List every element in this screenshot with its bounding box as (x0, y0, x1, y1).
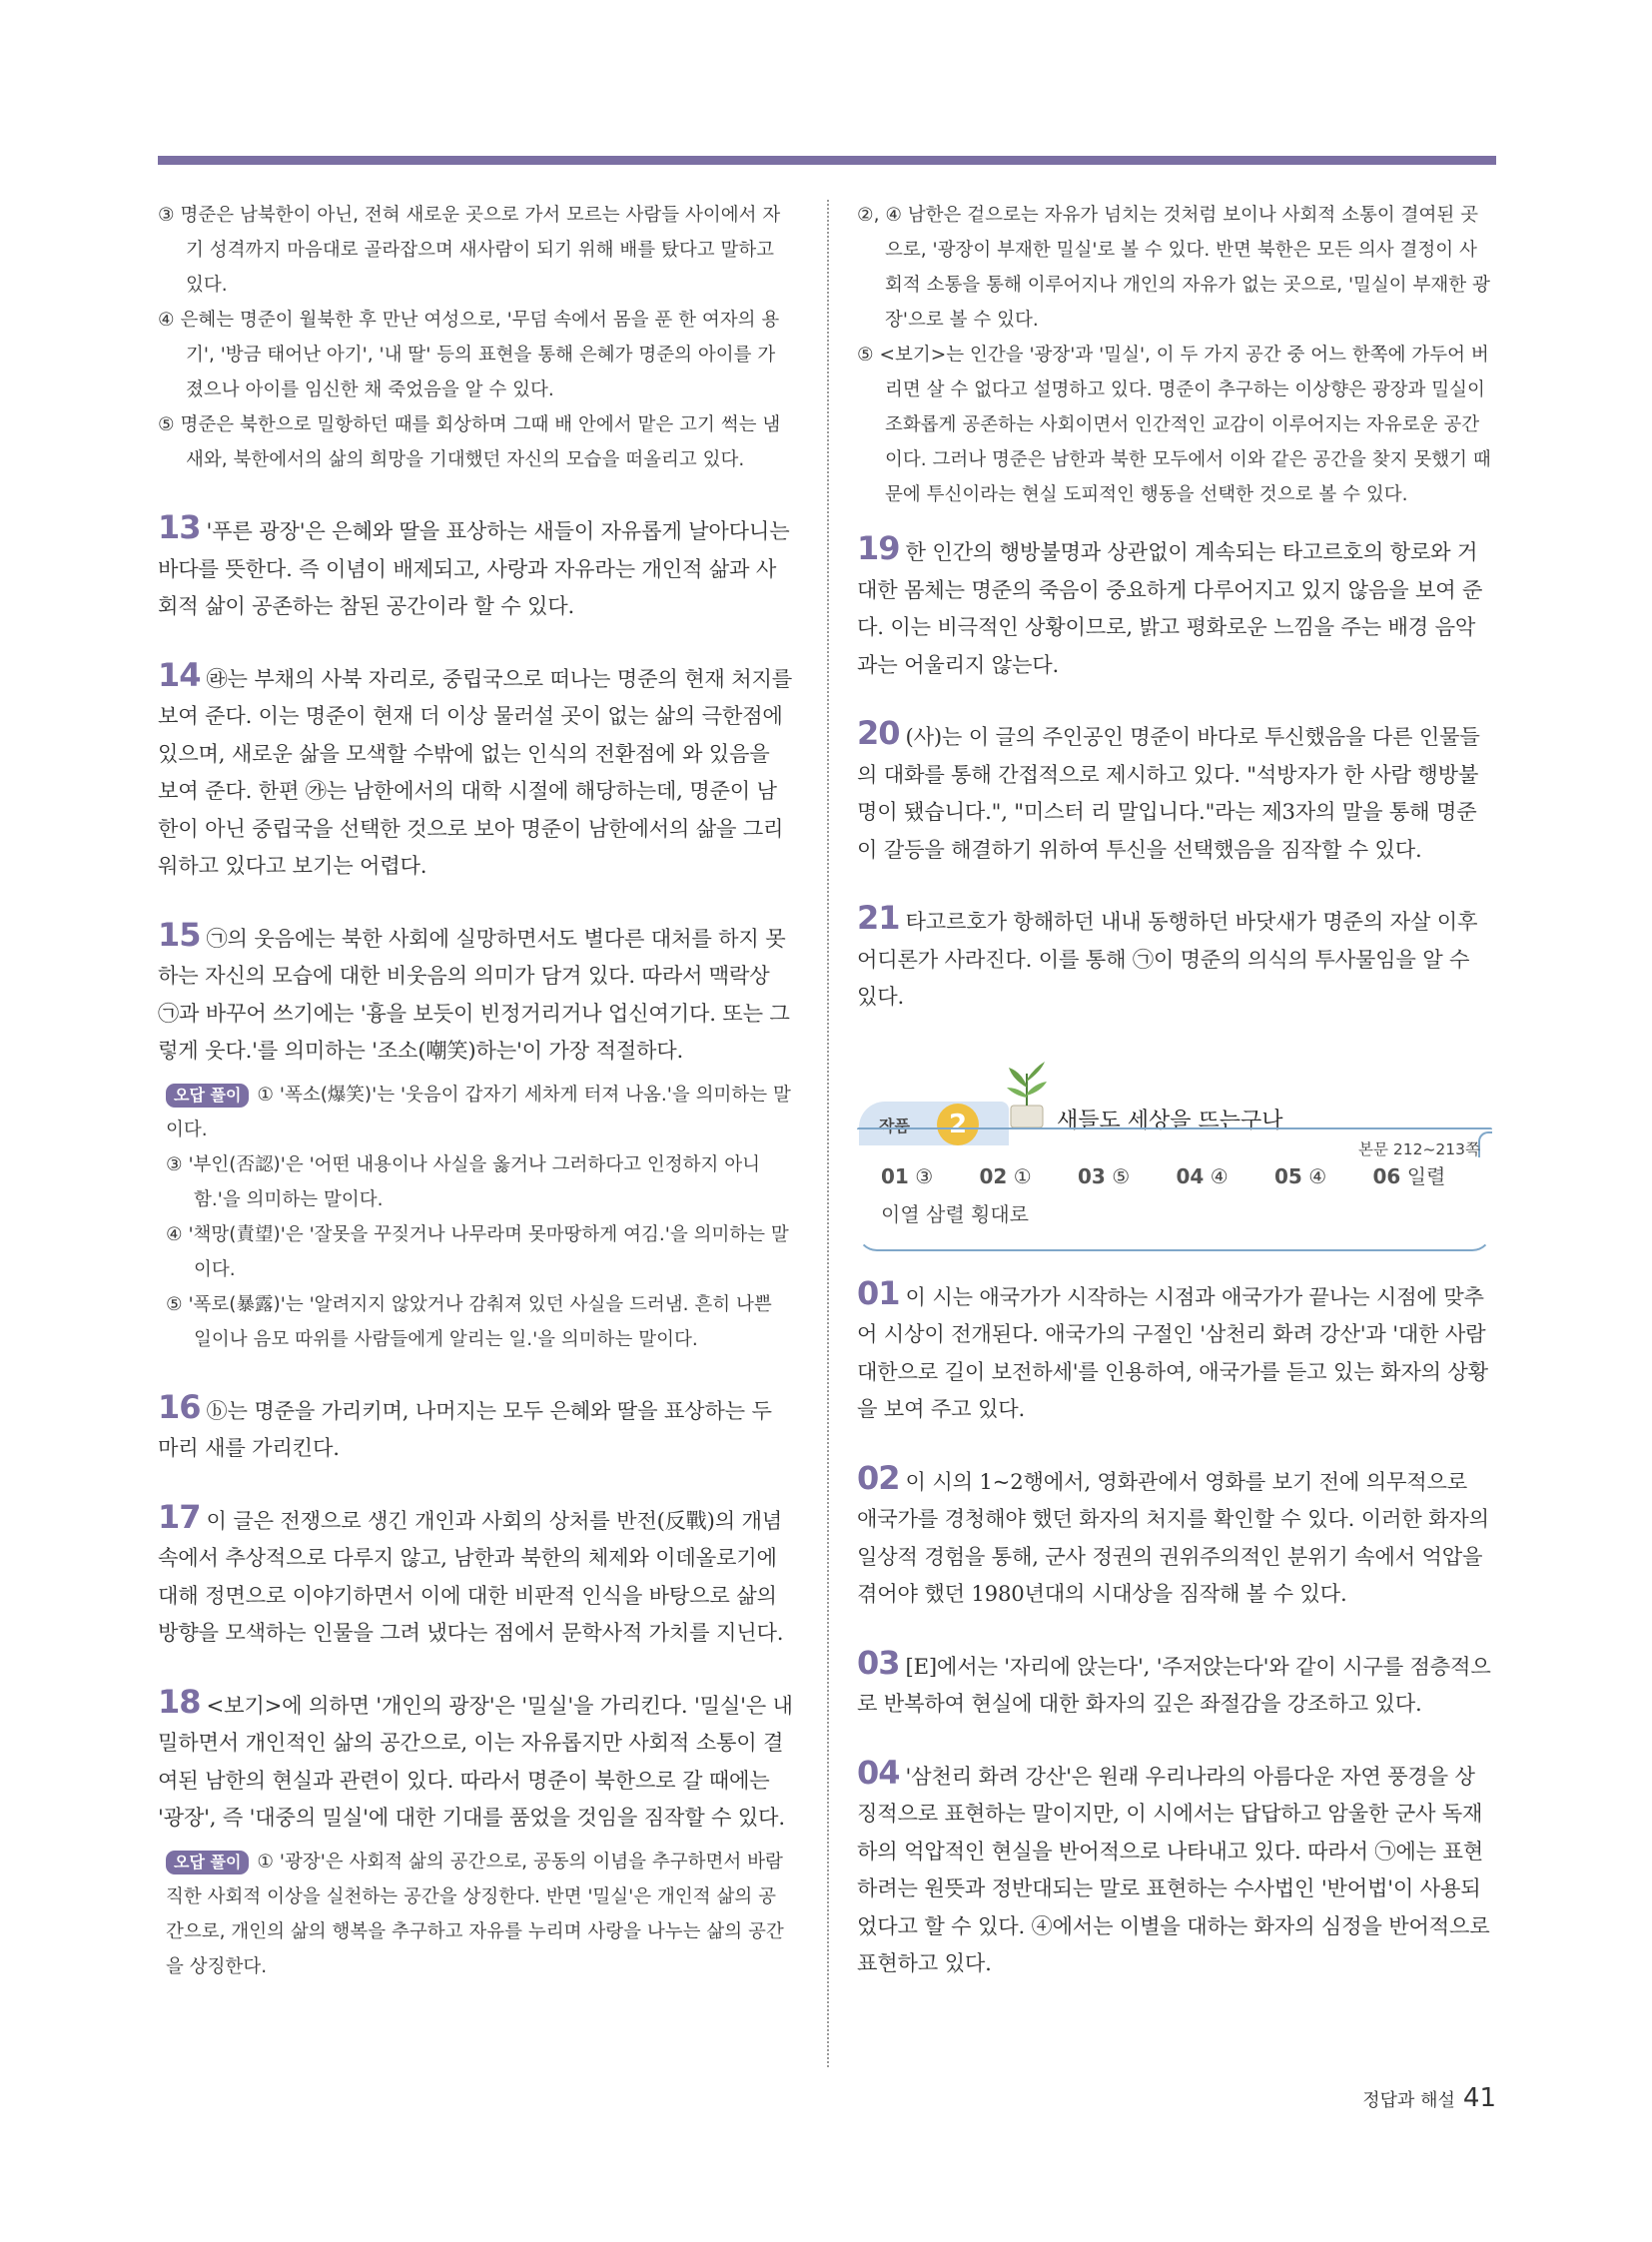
question-number: 13 (158, 508, 201, 546)
work-title: 새들도 세상을 뜨는구나 (1057, 1108, 1283, 1133)
answer-key-item: 02 ① (979, 1163, 1032, 1188)
answer-text: (사)는 이 글의 주인공인 명준이 바다로 투신했음을 다른 인물들의 대화를 통해 간접적으로 제시하고 있다. "석방자가 한 사람 행방불명이 됐습니다.", "미스터 리 말입니다."라는 제3자의 말을 통해 명준이 갈등을 해결하기 위하여 투신을 선택했음을 짐작할 수 있다. (857, 724, 1480, 862)
answer-16 (158, 1387, 793, 1467)
wrong-answer-explanation (158, 1078, 793, 1147)
question-number: 01 (857, 1273, 900, 1312)
explanation-item: ④ '책망(責望)'은 '잘못을 꾸짖거나 나무라며 못마땅하게 여김.'을 의미하는 말이다. (166, 1223, 789, 1280)
answer-text: ⓑ는 명준을 가리키며, 나머지는 모두 은혜와 딸을 표상하는 두 마리 새를 가리킨다. (158, 1397, 772, 1460)
option-item: ②, ④ 남한은 겉으로는 자유가 넘치는 것처럼 보이나 사회적 소통이 결여된 곳으로, '광장이 부재한 밀실'로 볼 수 있다. 반면 북한은 모든 의사 결정이 사회적 소통을 통해 이루어지나 개인의 자유가 없는 곳으로, '밀실이 부재한 광장'으로 볼 수 있다. (857, 205, 1490, 331)
answer-text: ㉠의 웃음에는 북한 사회에 실망하면서도 별다른 대처를 하지 못하는 자신의 모습에 대한 비웃음의 의미가 담겨 있다. 따라서 맥락상 ㉠과 바꾸어 쓰기에는 '흉을 보듯이 빈정거리거나 업신여기다. 또는 그렇게 웃다.'를 의미하는 '조소(嘲笑)하는'이 가장 적절하다. (158, 925, 790, 1063)
option-item: ④ 은혜는 명준이 월북한 후 만난 여성으로, '무덤 속에서 몸을 푼 한 여자의 용기', '방금 태어난 아기', '내 딸' 등의 표현을 통해 은혜가 명준의 아이를 가졌으나 아이를 임신한 채 죽었음을 알 수 있다. (158, 310, 780, 400)
answer-w02 (857, 1458, 1492, 1613)
footer-label: 정답과 해설 (1362, 2090, 1455, 2111)
answer-w04 (857, 1753, 1492, 1982)
page-number: 41 (1462, 2083, 1496, 2113)
answer-18 (158, 1682, 793, 1837)
left-column (158, 198, 793, 1984)
question-number: 21 (857, 899, 900, 937)
question-number: 17 (158, 1497, 201, 1536)
answer-text: '삼천리 화려 강산'은 원래 우리나라의 아름다운 자연 풍경을 상징적으로 표현하는 말이지만, 이 시에서는 답답하고 암울한 군사 독재하의 억압적인 현실을 반어적으로 나타내고 있다. 따라서 ㉠에는 표현하려는 원뜻과 정반대되는 말로 표현하는 수사법인 '반어법'이 사용되었다고 할 수 있다. ④에서는 이별을 대하는 화자의 심정을 반어적으로 표현하고 있다. (857, 1763, 1490, 1975)
page-footer (1362, 2083, 1496, 2113)
wrong-answer-badge: 오답 풀이 (166, 1851, 249, 1874)
answer-text: 이 글은 전쟁으로 생긴 개인과 사회의 상처를 반전(反戰)의 개념 속에서 추상적으로 다루지 않고, 남한과 북한의 체제와 이데올로기에 대해 정면으로 이야기하면서 이에 대한 비판적 인식을 바탕으로 삶의 방향을 모색하는 인물을 그려 냈다는 점에서 문학사적 가치를 지닌다. (158, 1507, 784, 1645)
question-number: 20 (857, 714, 900, 752)
option-item: ⑤ 명준은 북한으로 밀항하던 때를 회상하며 그때 배 안에서 맡은 고기 썩는 냄새와, 북한에서의 삶의 희망을 기대했던 자신의 모습을 떠올리고 있다. (158, 414, 781, 470)
answer-text: 이 시의 1~2행에서, 영화관에서 영화를 보기 전에 의무적으로 애국가를 경청해야 했던 화자의 처지를 확인할 수 있다. 이러한 화자의 일상적 경험을 통해, 군사 정권의 권위주의적인 분위기 속에서 억압을 겪어야 했던 1980년대의 시대상을 짐작해 볼 수 있다. (857, 1468, 1489, 1606)
answer-17 (158, 1497, 793, 1652)
wrong-answer-explanation (158, 1845, 793, 1984)
explanation-text: ① '광장'은 사회적 삶의 공간으로, 공동의 이념을 추구하면서 바람직한 사회적 이상을 실천하는 공간을 상징한다. 반면 '밀실'은 개인적 삶의 공간으로, 개인의 삶의 행복을 추구하고 자유를 누리며 사랑을 나누는 삶의 공간을 상징한다. (166, 1851, 784, 1977)
answer-w01 (857, 1273, 1492, 1428)
answer-text: <보기>에 의하면 '개인의 광장'은 '밀실'을 가리킨다. '밀실'은 내밀하면서 개인적인 삶의 공간으로, 이는 자유롭지만 사회적 소통이 결여된 남한의 현실과 관련이 있다. 따라서 명준이 북한으로 갈 때에는 '광장', 즉 '대중의 밀실'에 대한 기대를 품었을 것임을 짐작할 수 있다. (158, 1692, 793, 1830)
answer-text: 타고르호가 항해하던 내내 동행하던 바닷새가 명준의 자살 이후 어디론가 사라진다. 이를 통해 ㉠이 명준의 의식의 투사물임을 알 수 있다. (857, 909, 1478, 1009)
answer-21 (857, 899, 1492, 1016)
question-number: 03 (857, 1643, 900, 1682)
explanation-item: ⑤ '폭로(暴露)'는 '알려지지 않았거나 감춰져 있던 사실을 드러냄. 흔히 나쁜 일이나 음모 따위를 사람들에게 알리는 일.'을 의미하는 말이다. (166, 1293, 772, 1350)
answer-text: 한 인간의 행방불명과 상관없이 계속되는 타고르호의 항로와 거대한 몸체는 명준의 죽음이 중요하게 다루어지고 있지 않음을 보여 준다. 이는 비극적인 상황이므로, 밝고 평화로운 느낌을 주는 배경 음악과는 어울리지 않는다. (857, 539, 1483, 677)
plant-icon (997, 1058, 1057, 1129)
answer-key-item: 06 일렬 이열 삼렬 횡대로 (881, 1163, 1446, 1226)
explanation-item: ③ '부인(否認)'은 '어떤 내용이나 사실을 옳거나 그러하다고 인정하지 아니함.'을 의미하는 말이다. (166, 1153, 760, 1210)
work-tab-label: 작품 (879, 1116, 910, 1135)
answer-key (881, 1157, 1468, 1233)
question-number: 14 (158, 655, 201, 694)
explanation-text: ① '폭소(爆笑)'는 '웃음이 갑자기 세차게 터져 나옴.'을 의미하는 말이다. (166, 1084, 791, 1140)
column-divider (827, 200, 829, 2067)
question-number: 02 (857, 1458, 900, 1497)
right-column (857, 198, 1492, 1982)
answer-key-item: 04 ④ (1176, 1163, 1229, 1188)
answer-14 (158, 655, 793, 885)
question-number: 04 (857, 1753, 900, 1792)
answer-w03 (857, 1643, 1492, 1723)
answer-key-item: 03 ⑤ (1078, 1163, 1131, 1188)
question-number: 16 (158, 1387, 201, 1426)
wrong-answer-badge: 오답 풀이 (166, 1084, 249, 1108)
answer-key-item: 01 ③ (881, 1163, 934, 1188)
option-item: ③ 명준은 남북한이 아닌, 전혀 새로운 곳으로 가서 모르는 사람들 사이에서 자기 성격까지 마음대로 골라잡으며 새사람이 되기 위해 배를 탔다고 말하고 있다. (158, 205, 781, 296)
option-item: ⑤ <보기>는 인간을 '광장'과 '밀실', 이 두 가지 공간 중 어느 한쪽에 가두어 버리면 살 수 없다고 설명하고 있다. 명준이 추구하는 이상향은 광장과 밀실이 조화롭게 공존하는 사회이면서 인간적인 교감이 이루어지는 자유로운 공간이다. 그러나 명준은 남한과 북한 모두에서 이와 같은 공간을 찾지 못했기 때문에 투신이라는 현실 도피적인 행동을 선택한 것으로 볼 수 있다. (857, 345, 1491, 505)
answer-15 (158, 915, 793, 1070)
question-number: 19 (857, 529, 900, 567)
answer-key-item: 05 ④ (1274, 1163, 1327, 1188)
question-number: 18 (158, 1682, 201, 1721)
answer-text: ㉱는 부채의 사북 자리로, 중립국으로 떠나는 명준의 현재 처지를 보여 준다. 이는 명준이 현재 더 이상 물러설 곳이 없는 삶의 극한점에 있으며, 새로운 삶을 모색할 수밖에 없는 인식의 전환점에 와 있음을 보여 준다. 한편 ㉮는 남한에서의 대학 시절에 해당하는데, 명준이 남한이 아닌 중립국을 선택한 것으로 보아 명준이 남한에서의 삶을 그리워하고 있다고 보기는 어렵다. (158, 665, 793, 878)
page-reference: 본문 212~213쪽 (1357, 1139, 1480, 1158)
ref-bracket (1478, 1131, 1492, 1157)
top-accent-bar (158, 156, 1496, 165)
question-number: 15 (158, 915, 201, 954)
answer-text: '푸른 광장'은 은혜와 딸을 표상하는 새들이 자유롭게 날아다니는 바다를 뜻한다. 즉 이념이 배제되고, 사랑과 자유라는 개인적 삶과 사회적 삶이 공존하는 참된 공간이라 할 수 있다. (158, 518, 790, 618)
work-answer-box (857, 1058, 1492, 1257)
answer-13 (158, 508, 793, 625)
answer-20 (857, 714, 1492, 868)
answer-text: [E]에서는 '자리에 앉는다', '주저앉는다'와 같이 시구를 점층적으로 반복하여 현실에 대한 화자의 깊은 좌절감을 강조하고 있다. (857, 1653, 1491, 1716)
answer-19 (857, 529, 1492, 683)
work-number-badge: 2 (937, 1104, 979, 1145)
answer-text: 이 시는 애국가가 시작하는 시점과 애국가가 끝나는 시점에 맞추어 시상이 전개된다. 애국가의 구절인 '삼천리 화려 강산'과 '대한 사람 대한으로 길이 보전하세'를 인용하여, 애국가를 듣고 있는 화자의 상황을 보여 주고 있다. (857, 1283, 1488, 1421)
